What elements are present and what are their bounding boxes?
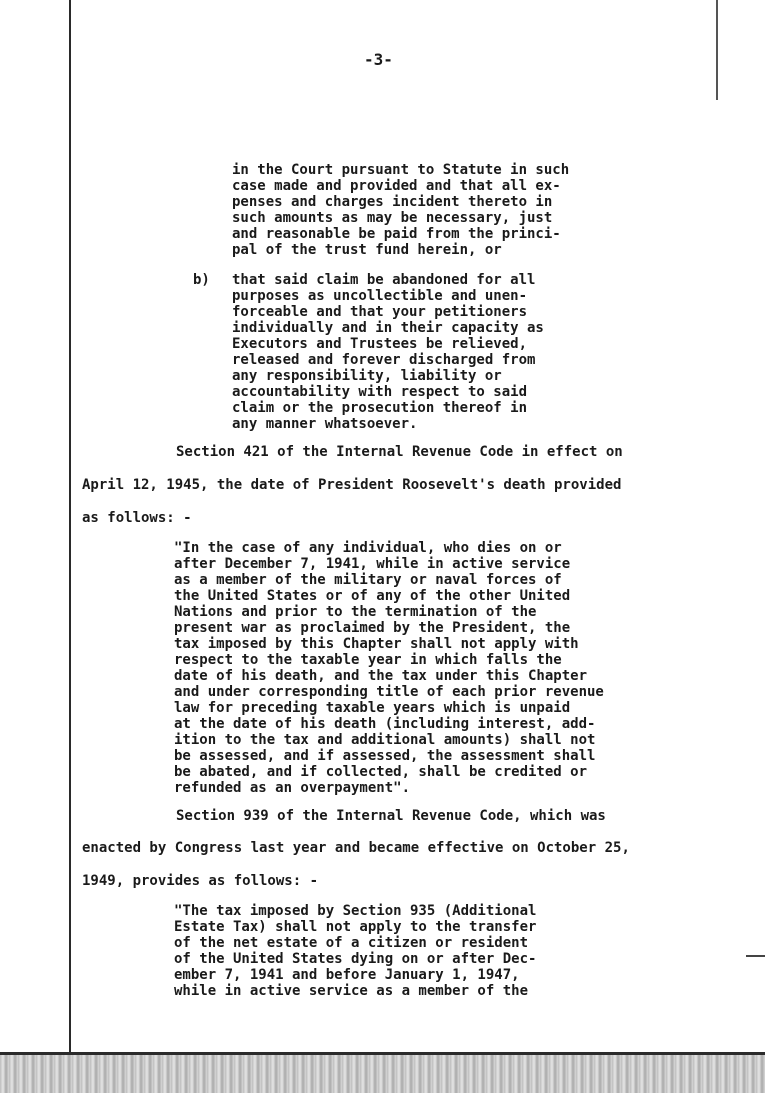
quote2-line: as a member of the military or naval forces of (174, 572, 562, 588)
quote2-line: the United States or of any of the other United (174, 588, 571, 604)
quote2-line: after December 7, 1941, while in active service (174, 556, 571, 572)
body-paragraph-line: 1949, provides as follows: - (82, 873, 319, 889)
body-paragraph-line: enacted by Congress last year and became effective on October 25, (82, 840, 630, 856)
quote1-line: penses and charges incident thereto in (232, 194, 553, 210)
quote1-line: case made and provided and that all ex- (232, 178, 561, 194)
quote2-line: tax imposed by this Chapter shall not apply with (174, 636, 579, 652)
item-b-line: claim or the prosecution thereof in (232, 400, 528, 416)
item-b-line: forceable and that your petitioners (232, 304, 528, 320)
quote1-line: in the Court pursuant to Statute in such (232, 162, 570, 178)
body-paragraph-line: Section 421 of the Internal Revenue Code in effect on (176, 444, 623, 460)
page-number: -3- (364, 50, 393, 69)
quote3-line: of the United States dying on or after Dec- (174, 951, 537, 967)
quote3-line: of the net estate of a citizen or resident (174, 935, 529, 951)
quote1-line: pal of the trust fund herein, or (232, 242, 502, 258)
quote2-line: date of his death, and the tax under this Chapter (174, 668, 588, 684)
item-b-line: that said claim be abandoned for all (232, 272, 536, 288)
body-paragraph-line: as follows: - (82, 510, 192, 526)
item-b-line: any responsibility, liability or (232, 368, 502, 384)
page-right-edge (716, 0, 718, 100)
quote2-line: be abated, and if collected, shall be credited or (174, 764, 588, 780)
item-b-label: b) (193, 272, 210, 288)
item-b-line: Executors and Trustees be relieved, (232, 336, 528, 352)
item-b-line: any manner whatsoever. (232, 416, 418, 432)
quote2-line: ition to the tax and additional amounts) shall not (174, 732, 596, 748)
quote3-line: "The tax imposed by Section 935 (Additional (174, 903, 537, 919)
quote2-line: respect to the taxable year in which falls the (174, 652, 562, 668)
item-b-line: accountability with respect to said (232, 384, 528, 400)
quote2-line: present war as proclaimed by the President, the (174, 620, 571, 636)
quote2-line: Nations and prior to the termination of the (174, 604, 537, 620)
item-b-line: individually and in their capacity as (232, 320, 544, 336)
quote2-line: at the date of his death (including interest, add- (174, 716, 596, 732)
item-b-line: purposes as uncollectible and unen- (232, 288, 528, 304)
quote2-line: refunded as an overpayment". (174, 780, 411, 796)
margin-mark (746, 955, 765, 957)
quote3-line: Estate Tax) shall not apply to the transfer (174, 919, 537, 935)
quote3-line: ember 7, 1941 and before January 1, 1947, (174, 967, 520, 983)
body-paragraph-line: April 12, 1945, the date of President Roosevelt's death provided (82, 477, 622, 493)
body-paragraph-line: Section 939 of the Internal Revenue Code, which was (176, 808, 606, 824)
scan-bottom-band (0, 1052, 765, 1093)
item-b-line: released and forever discharged from (232, 352, 536, 368)
quote3-line: while in active service as a member of the (174, 983, 529, 999)
quote1-line: and reasonable be paid from the princi- (232, 226, 561, 242)
quote2-line: and under corresponding title of each prior revenue (174, 684, 604, 700)
quote2-line: be assessed, and if assessed, the assessment shall (174, 748, 596, 764)
quote2-line: "In the case of any individual, who dies on or (174, 540, 562, 556)
quote2-line: law for preceding taxable years which is unpaid (174, 700, 571, 716)
quote1-line: such amounts as may be necessary, just (232, 210, 553, 226)
page-left-edge (69, 0, 71, 1055)
